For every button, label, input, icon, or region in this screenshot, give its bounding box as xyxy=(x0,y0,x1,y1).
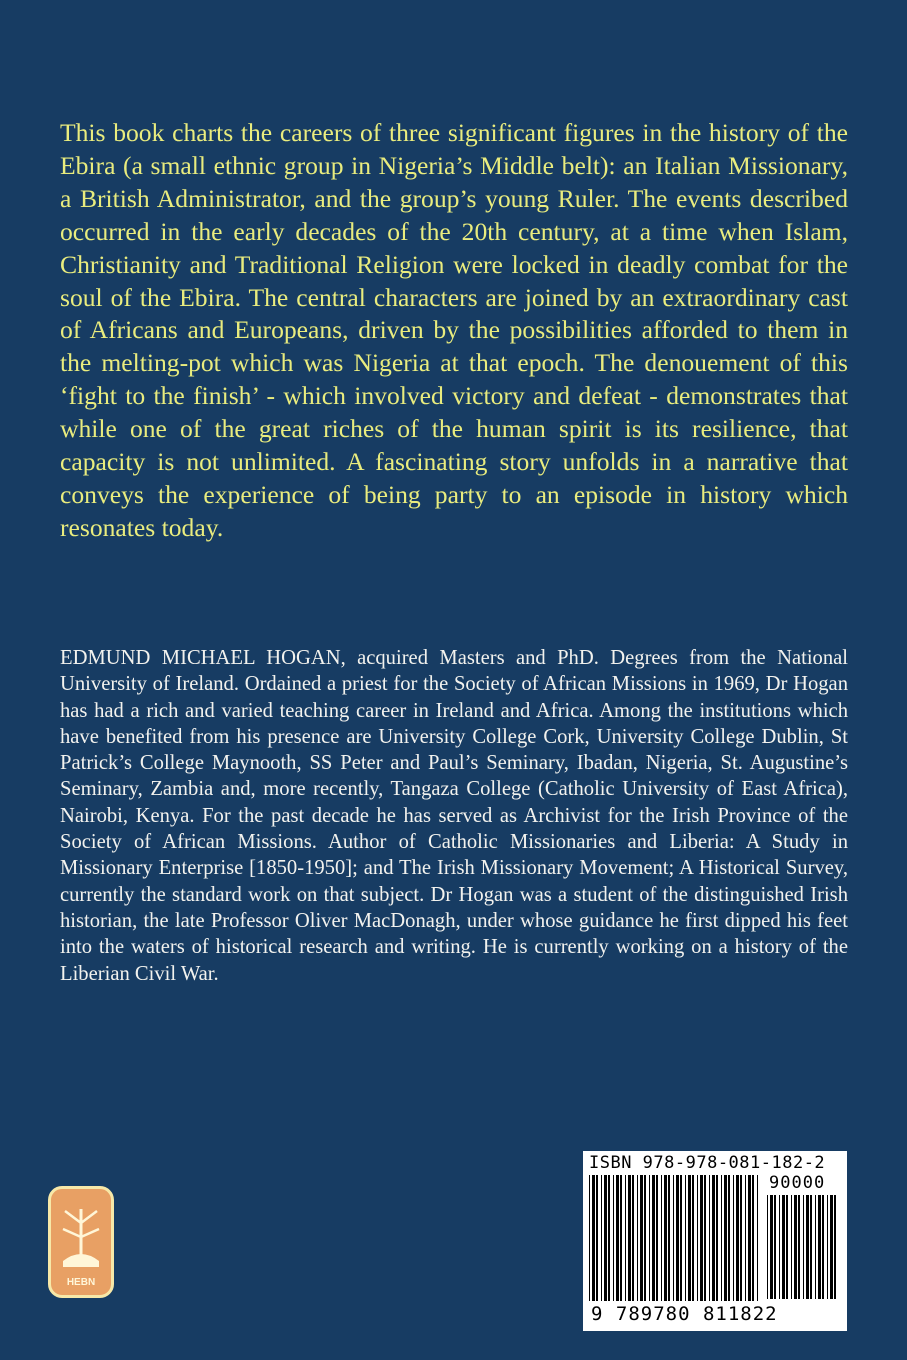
price-addon-number: 90000 xyxy=(769,1173,826,1193)
isbn-barcode xyxy=(583,1151,847,1331)
ean13-barcode-bars xyxy=(589,1175,761,1301)
publisher-logo xyxy=(48,1186,114,1298)
author-biography: EDMUND MICHAEL HOGAN, acquired Masters and PhD. Degrees from the National University of Ireland. Ordained a priest for the Society of African Missions in 1969, Dr Hogan has had a rich and varied teaching career in Ireland and Africa. Among the institutions which have benefited from his presence are University College Cork, University College Dublin, St Patrick’s College Maynooth, SS Peter and Paul’s Seminary, Ibadan, Nigeria, St. Augustine’s Seminary, Zambia and, more recently, Tangaza College (Catholic University of East Africa), Nairobi, Kenya. For the past decade he has served as Archivist for the Irish Province of the Society of African Missions. Author of Catholic Missionaries and Liberia: A Study in Missionary Enterprise [1850-1950]; and The Irish Missionary Movement; A Historical Survey, currently the standard work on that subject. Dr Hogan was a student of the distinguished Irish historian, the late Professor Oliver MacDonagh, under whose guidance he first dipped his feet into the waters of historical research and writing. He is currently working on a history of the Liberian Civil War. xyxy=(60,647,848,985)
isbn-label: ISBN 978-978-081-182-2 xyxy=(589,1153,826,1173)
publisher-tree-logo-icon xyxy=(51,1189,111,1295)
book-blurb: This book charts the careers of three significant figures in the history of the Ebira (a small ethnic group in Nigeria’s Middle belt): an Italian Missionary, a British Administrator, and the group’s young Ruler. The events described occurred in the early decades of the 20th century, at a time when Islam, Christianity and Traditional Religion were locked in deadly combat for the soul of the Ebira. The central characters are joined by an extraordinary cast of Africans and Europeans, driven by the possibilities afforded to them in the melting-pot which was Nigeria at that epoch. The denouement of this ‘fight to the finish’ - which involved victory and defeat - demonstrates that while one of the great riches of the human spirit is its resilience, that capacity is not unlimited. A fascinating story unfolds in a narrative that conveys the experience of being party to an episode in history which resonates today. xyxy=(60,118,848,542)
publisher-logo-text: HEBN xyxy=(66,1277,96,1288)
price-addon-bars xyxy=(767,1195,839,1299)
ean-digits: 9 789780 811822 xyxy=(591,1303,778,1325)
